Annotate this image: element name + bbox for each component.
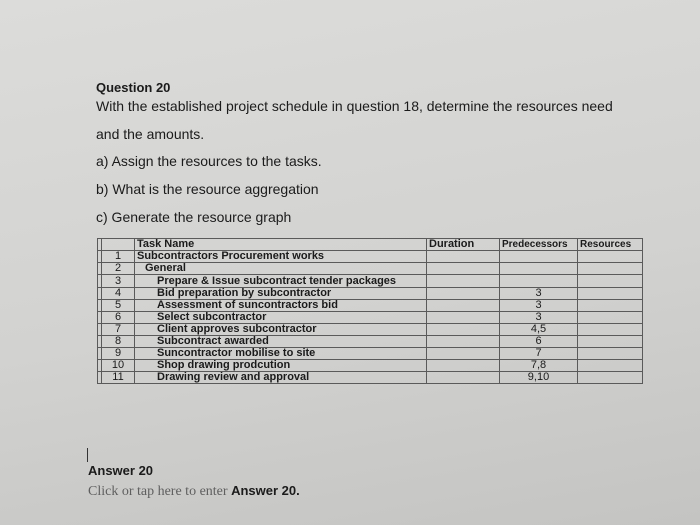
- answer-placeholder-bold: Answer 20.: [231, 483, 300, 498]
- table-row: [98, 336, 643, 348]
- answer-input-placeholder[interactable]: [88, 483, 300, 500]
- duration-cell[interactable]: [427, 360, 500, 372]
- predecessors-cell: 7,8: [500, 360, 578, 372]
- predecessors-cell: [500, 275, 578, 288]
- task-name: General: [135, 263, 427, 275]
- duration-cell[interactable]: [427, 348, 500, 360]
- header-resources: Resources: [578, 239, 643, 251]
- question-part-a: a) Assign the resources to the tasks.: [96, 153, 322, 169]
- answer-placeholder-text: Click or tap here to enter: [88, 484, 228, 499]
- row-id: 4: [102, 288, 135, 300]
- duration-cell[interactable]: [427, 324, 500, 336]
- resources-cell[interactable]: [578, 300, 643, 312]
- row-id: 7: [102, 324, 135, 336]
- schedule-table: [97, 238, 643, 384]
- resources-cell[interactable]: [578, 372, 643, 384]
- task-name: Client approves subcontractor: [135, 324, 427, 336]
- text-cursor: [87, 448, 88, 462]
- header-predecessors: Predecessors: [500, 239, 578, 251]
- table-row: [98, 372, 643, 384]
- duration-cell[interactable]: [427, 300, 500, 312]
- table-row: [98, 275, 643, 288]
- row-id: 2: [102, 263, 135, 275]
- table-row: [98, 251, 643, 263]
- question-part-b: b) What is the resource aggregation: [96, 181, 319, 197]
- table-row: [98, 288, 643, 300]
- row-id: 8: [102, 336, 135, 348]
- task-name: Bid preparation by subcontractor: [135, 288, 427, 300]
- header-duration: Duration: [427, 239, 500, 251]
- row-id: 11: [102, 372, 135, 384]
- predecessors-cell: 9,10: [500, 372, 578, 384]
- table-row: [98, 263, 643, 275]
- row-id: 5: [102, 300, 135, 312]
- duration-cell[interactable]: [427, 336, 500, 348]
- row-id: 1: [102, 251, 135, 263]
- duration-cell[interactable]: [427, 288, 500, 300]
- resources-cell[interactable]: [578, 360, 643, 372]
- answer-title: Answer 20: [88, 463, 154, 478]
- question-text-line-1: With the established project schedule in question 18, determine the resources need: [96, 98, 613, 114]
- task-name: Shop drawing prodcution: [135, 360, 427, 372]
- row-id: 10: [102, 360, 135, 372]
- predecessors-cell: 6: [500, 336, 578, 348]
- duration-cell[interactable]: [427, 251, 500, 263]
- resources-cell[interactable]: [578, 275, 643, 288]
- task-name: Prepare & Issue subcontract tender packages: [135, 275, 427, 288]
- predecessors-cell: [500, 251, 578, 263]
- resources-cell[interactable]: [578, 312, 643, 324]
- question-text-line-2: and the amounts.: [96, 126, 205, 142]
- predecessors-cell: [500, 263, 578, 275]
- header-task-name: Task Name: [135, 239, 427, 251]
- predecessors-cell: 7: [500, 348, 578, 360]
- table-row: [98, 312, 643, 324]
- task-name: Suncontractor mobilise to site: [135, 348, 427, 360]
- task-name: Subcontract awarded: [135, 336, 427, 348]
- duration-cell[interactable]: [427, 372, 500, 384]
- row-id: 3: [102, 275, 135, 288]
- task-name: Subcontractors Procurement works: [135, 251, 427, 263]
- resources-cell[interactable]: [578, 324, 643, 336]
- table-row: [98, 360, 643, 372]
- task-name: Assessment of suncontractors bid: [135, 300, 427, 312]
- table-row: [98, 348, 643, 360]
- table-row: [98, 324, 643, 336]
- resources-cell[interactable]: [578, 288, 643, 300]
- row-id: 6: [102, 312, 135, 324]
- resources-cell[interactable]: [578, 251, 643, 263]
- predecessors-cell: 4,5: [500, 324, 578, 336]
- resources-cell[interactable]: [578, 336, 643, 348]
- predecessors-cell: 3: [500, 300, 578, 312]
- duration-cell[interactable]: [427, 263, 500, 275]
- row-id: 9: [102, 348, 135, 360]
- resources-cell[interactable]: [578, 263, 643, 275]
- predecessors-cell: 3: [500, 288, 578, 300]
- task-name: Drawing review and approval: [135, 372, 427, 384]
- table-header-row: [98, 239, 643, 251]
- table-row: [98, 300, 643, 312]
- question-title: Question 20: [96, 80, 171, 95]
- predecessors-cell: 3: [500, 312, 578, 324]
- duration-cell[interactable]: [427, 312, 500, 324]
- resources-cell[interactable]: [578, 348, 643, 360]
- question-part-c: c) Generate the resource graph: [96, 209, 292, 225]
- task-name: Select subcontractor: [135, 312, 427, 324]
- duration-cell[interactable]: [427, 275, 500, 288]
